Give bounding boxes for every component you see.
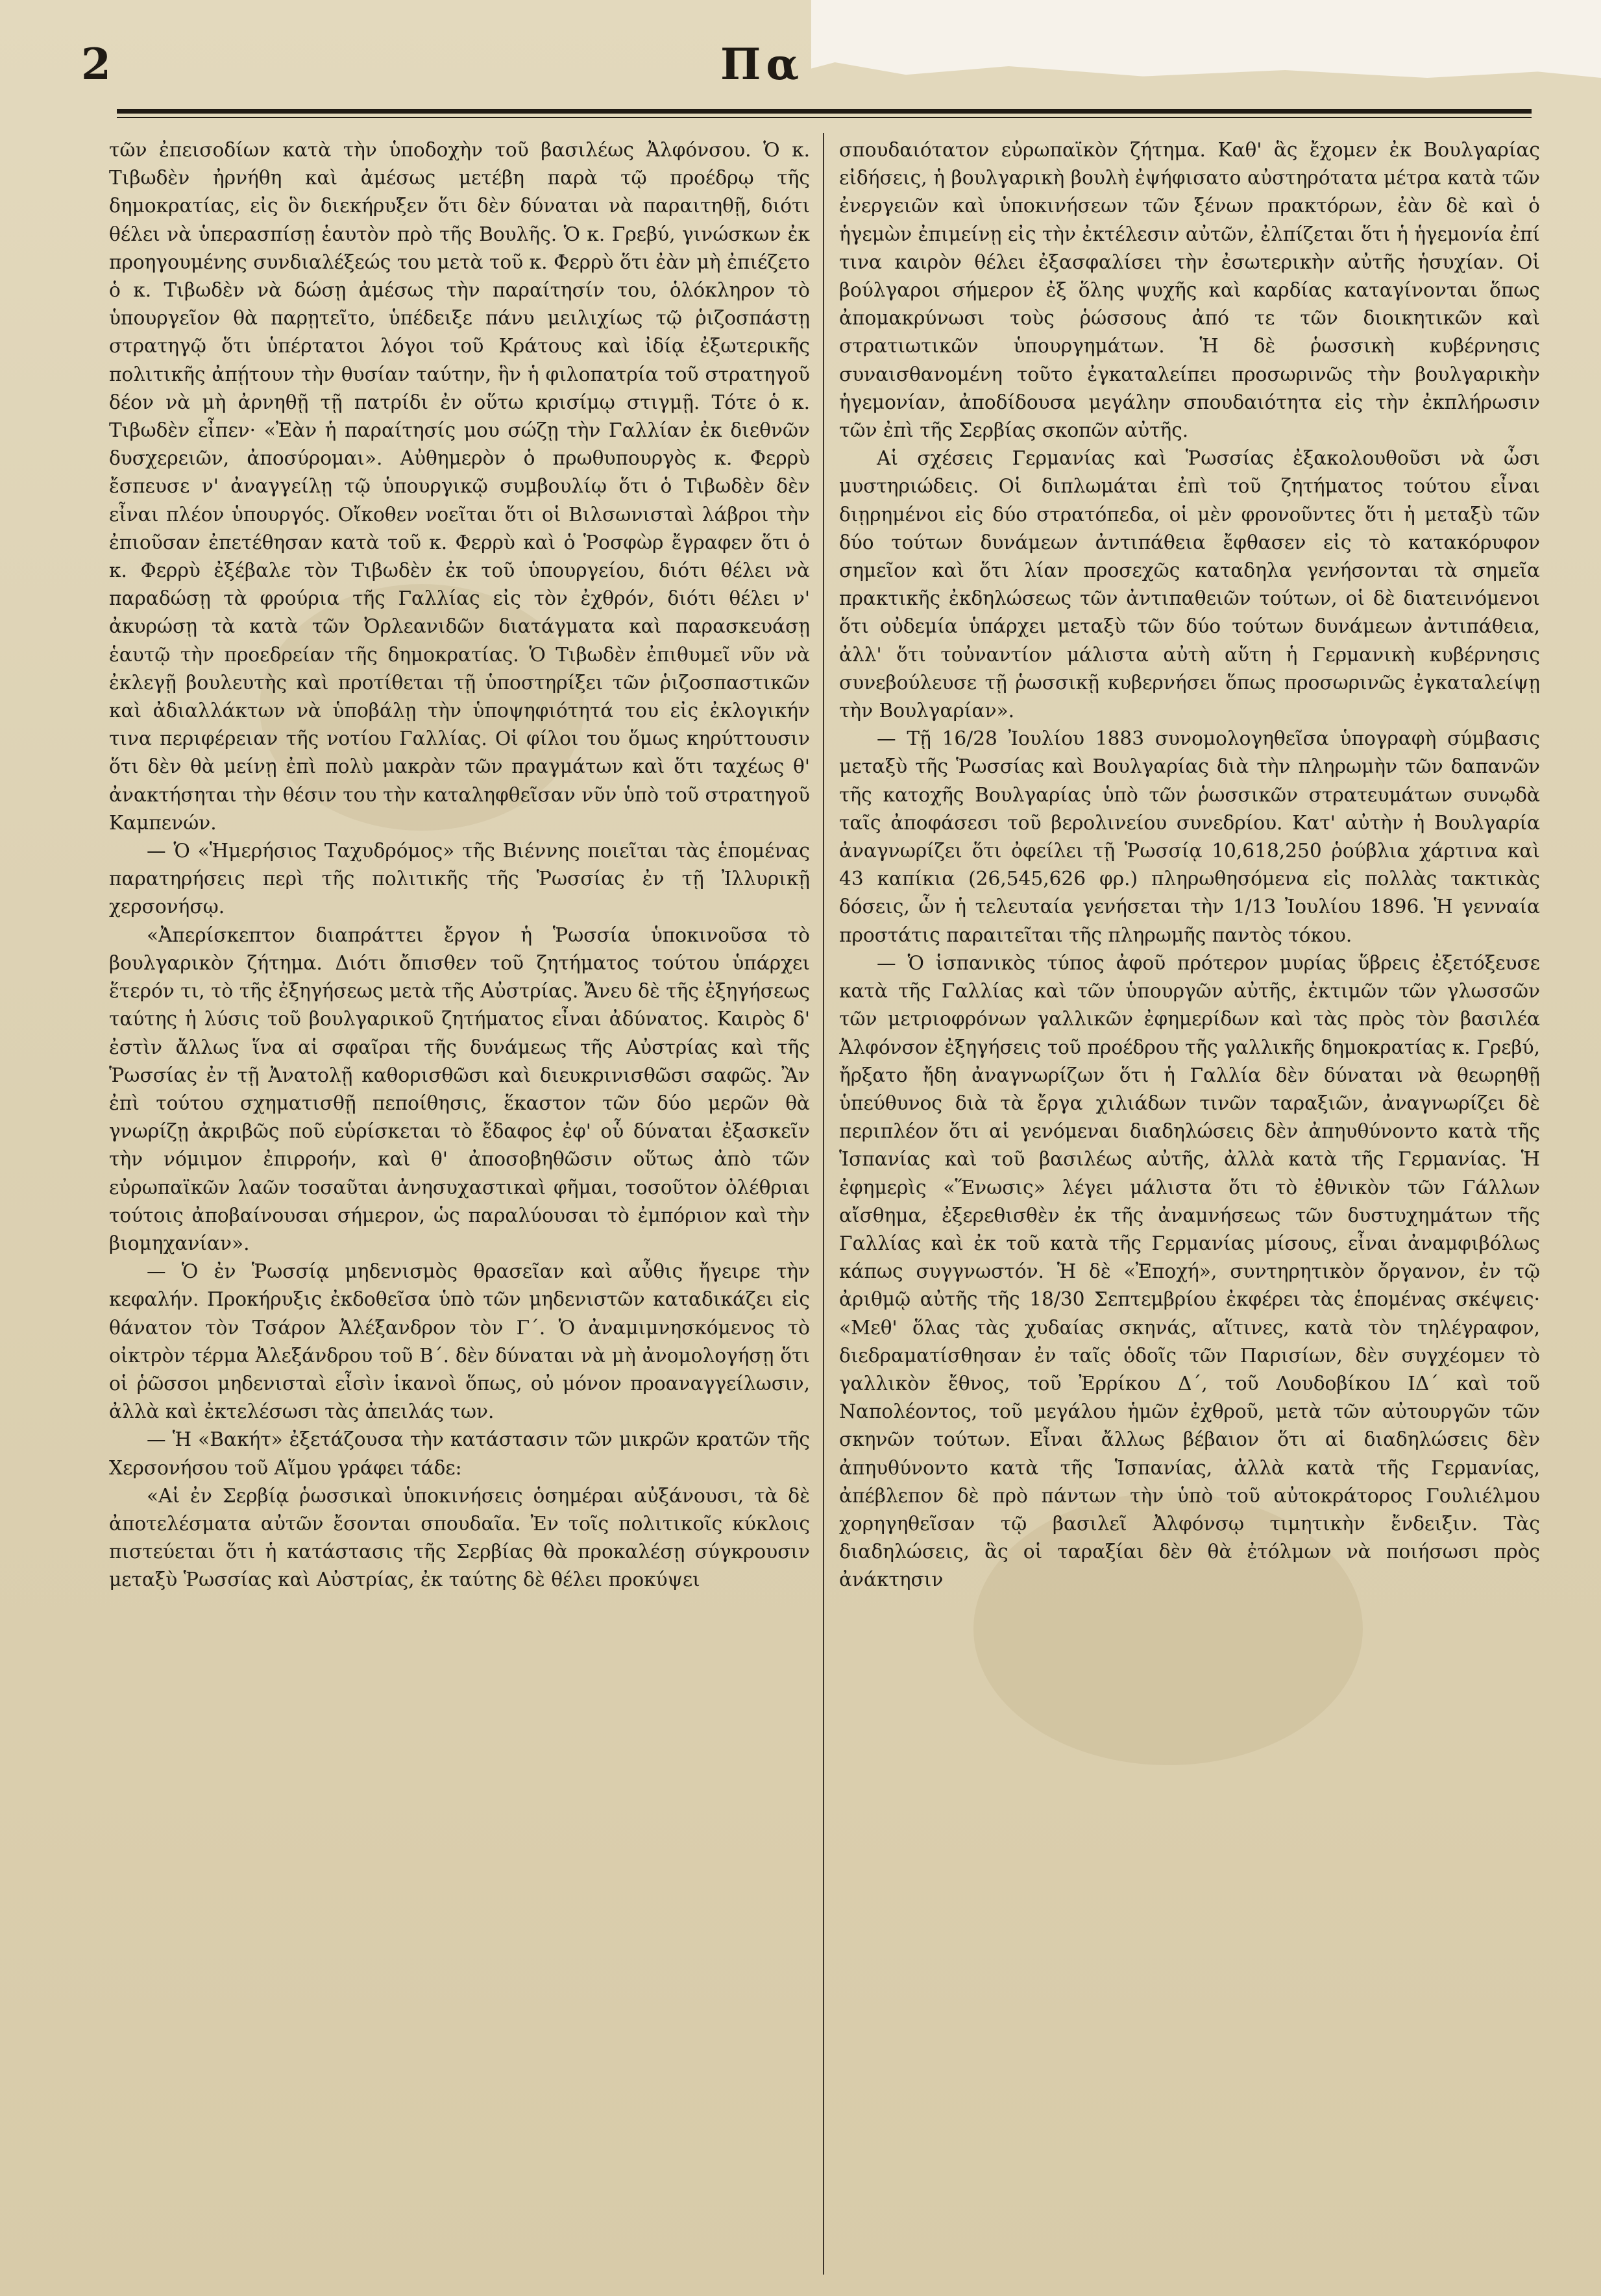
left-column xyxy=(109,136,810,2278)
article-paragraph: — Ὁ ἱσπανικὸς τύπος ἀφοῦ πρότερον μυρίας ὕβρεις ἐξετόξευσε κατὰ τῆς Γαλλίας καὶ τῶν ὑπουργῶν αὐτῆς, ἐκτιμῶν τῶν γλωσσῶν τῶν μετριοφρόνων γαλλικῶν ἐφημερίδων καὶ τὰς πρὸς τὸν βασιλέα Ἀλφόνσον ἐξηγήσεις τοῦ προέδρου τῆς γαλλικῆς δημοκρατίας κ. Γρεβύ, ἤρξατο ἤδη ἀναγνωρίζων ὅτι ἡ Γαλλία δὲν δύναται νὰ θεωρηθῇ ὑπεύθυνος διὰ τὰ ἔργα χιλιάδων τινῶν ταραξιῶν, ἀναγνωρίζει δὲ περιπλέον ὅτι αἱ γενόμεναι διαδηλώσεις δὲν ἀπηυθύνοντο κατὰ τῆς Ἱσπανίας καὶ τοῦ βασιλέως αὐτῆς, ἀλλὰ κατὰ τῆς Γερμανίας. Ἡ ἐφημερὶς «Ἕνωσις» λέγει μάλιστα ὅτι τὸ ἐθνικὸν τῶν Γάλλων αἴσθημα, ἐξερεθισθὲν ἐκ τῆς ἀναμνήσεως τῶν δυστυχημάτων τῆς Γαλλίας καὶ ἐκ τοῦ κατὰ τῆς Γερμανίας μίσους, εἶναι ἀναμφιβόλως κάπως συγγνωστόν. Ἡ δὲ «Ἐποχή», συντηρητικὸν ὄργανον, ἐν τῷ ἀριθμῷ αὐτῆς τῆς 18/30 Σεπτεμβρίου ἐκφέρει τὰς ἑπομένας σκέψεις· «Μεθ' ὅλας τὰς χυδαίας σκηνάς, αἵτινες, κατὰ τὸν τηλέγραφον, διεδραματίσθησαν ἐν ταῖς ὁδοῖς τῶν Παρισίων, δὲν συγχέομεν τὸ γαλλικὸν ἔθνος, τοῦ Ἐρρίκου Δ΄, τοῦ Λουδοβίκου ΙΔ΄ καὶ τοῦ Ναπολέοντος, τοῦ μεγάλου ἡμῶν ἐχθροῦ, μετὰ τῶν αὐτουργῶν τῶν σκηνῶν τούτων. Εἶναι ἄλλως βέβαιον ὅτι αἱ διαδηλώσεις δὲν ἀπηυθύνοντο κατὰ τῆς Ἱσπανίας, ἀλλὰ κατὰ τῆς Γερμανίας, ἀπέβλεπον δὲ πρὸ πάντων τὴν ὑπὸ τοῦ αὐτοκράτορος Γουλιέλμου χορηγηθεῖσαν τῷ βασιλεῖ Ἀλφόνσῳ τιμητικὴν ἔνδειξιν. Τὰς διαδηλώσεις, ἃς οἱ ταραξίαι δὲν θὰ ἐτόλμων νὰ ποιήσωσι πρὸς ἀνάκτησιν xyxy=(839,951,1540,1591)
article-paragraph: Αἱ σχέσεις Γερμανίας καὶ Ῥωσσίας ἐξακολουθοῦσι νὰ ὦσι μυστηριώδεις. Οἱ διπλωμάται ἐπὶ τοῦ ζητήματος τούτου εἶναι διῃρημένοι εἰς δύο στρατόπεδα, οἱ μὲν φρονοῦντες ὅτι ἡ μεταξὺ τῶν δύο τούτων δυνάμεων ἀντιπάθεια ἔφθασεν εἰς τὸ κατακόρυφον σημεῖον καὶ ὅτι λίαν προσεχῶς καταδηλα γενήσονται τὰ σημεῖα πρακτικῆς ἐκδηλώσεως τῶν ἀντιπαθειῶν τούτων, οἱ δὲ διατεινόμενοι ὅτι οὐδεμία ὑπάρχει μεταξὺ τῶν δύο τούτων δυνάμεων ἀντιπάθεια, ἀλλ' ὅτι τοὐναντίον μάλιστα αὐτὴ αὕτη ἡ Γερμανικὴ κυβέρνησις συνεβούλευσε τῇ ῥωσσικῇ κυβερνήσει ὅπως προσωρινῶς ἐγκαταλείψῃ τὴν Βουλγαρίαν». xyxy=(839,447,1540,722)
article-paragraph: τῶν ἐπεισοδίων κατὰ τὴν ὑποδοχὴν τοῦ βασιλέως Ἀλφόνσου. Ὁ κ. Τιβωδὲν ἠρνήθη καὶ ἀμέσως μετέβη παρὰ τῷ προέδρῳ τῆς δημοκρατίας, εἰς ὃν διεκήρυξεν ὅτι δὲν δύναται νὰ παραιτηθῇ, διότι θέλει νὰ ὑπερασπίσῃ ἑαυτὸν πρὸ τῆς Βουλῆς. Ὁ κ. Γρεβύ, γινώσκων ἐκ προηγουμένης συνδιαλέξεώς του μετὰ τοῦ κ. Φερρὺ ὅτι ἐὰν μὴ ἐπιέζετο ὁ κ. Τιβωδὲν νὰ δώσῃ ἀμέσως τὴν παραίτησίν του, ὁλόκληρον τὸ ὑπουργεῖον θὰ παρῃτεῖτο, ὑπέδειξε πάνυ μειλιχίως τῷ ῥιζοσπάστῃ στρατηγῷ ὅτι ὑπέρτατοι λόγοι τοῦ Κράτους καὶ ἰδίᾳ ἐξωτερικῆς πολιτικῆς ἀπῄτουν τὴν θυσίαν ταύτην, ἣν ἡ φιλοπατρία τοῦ στρατηγοῦ δέον νὰ μὴ ἀρνηθῇ τῇ πατρίδι ἐν οὕτω κρισίμῳ στιγμῇ. Τότε ὁ κ. Τιβωδὲν εἶπεν· «Ἐὰν ἡ παραίτησίς μου σώζῃ τὴν Γαλλίαν ἐκ διεθνῶν δυσχερειῶν, ἀποσύρομαι». Αὐθημερὸν ὁ πρωθυπουργὸς κ. Φερρὺ ἔσπευσε ν' ἀναγγείλῃ τῷ ὑπουργικῷ συμβουλίῳ ὅτι ὁ Τιβωδὲν δὲν εἶναι πλέον ὑπουργός. Οἴκοθεν νοεῖται ὅτι οἱ Βιλσωνισταὶ λάβροι τὴν ἐπιοῦσαν ἐπετέθησαν κατὰ τοῦ κ. Φερρὺ καὶ ὁ Ῥοσφὼρ ἔγραφεν ὅτι ὁ κ. Φερρὺ ἐξέβαλε τὸν Τιβωδὲν ἐκ τοῦ ὑπουργείου, διότι θέλει νὰ παραδώσῃ τὰ φρούρια τῆς Γαλλίας εἰς τὸν ἐχθρόν, διότι θέλει ν' ἀκυρώσῃ τὰ κατὰ τῶν Ὀρλεανιδῶν διατάγματα καὶ παρασκευάσῃ ἑαυτῷ τὴν προεδρείαν τῆς δημοκρατίας. Ὁ Τιβωδὲν ἐπιθυμεῖ νῦν νὰ ἐκλεγῇ βουλευτὴς καὶ προτίθεται τῇ ὑποστηρίξει τῶν ῥιζοσπαστικῶν καὶ ἀδιαλλάκτων νὰ ὑποβάλῃ τὴν ὑποψηφιότητά του εἰς ἐκλογικήν τινα περιφέρειαν τῆς νοτίου Γαλλίας. Οἱ φίλοι του ὅμως κηρύττουσιν ὅτι δὲν θὰ μείνῃ ἐπὶ πολὺ μακρὰν τῶν πραγμάτων καὶ ὅτι ταχέως θ' ἀνακτήσηται τὴν θέσιν του τὴν καταληφθεῖσαν νῦν ὑπὸ τοῦ στρατηγοῦ Καμπενών. xyxy=(109,139,810,834)
column-divider xyxy=(823,133,824,2275)
masthead-title: Πα xyxy=(720,39,805,90)
torn-edge xyxy=(811,0,1601,78)
article-paragraph: σπουδαιότατον εὐρωπαϊκὸν ζήτημα. Καθ' ἃς ἔχομεν ἐκ Βουλγαρίας εἰδήσεις, ἡ βουλγαρικὴ βουλὴ ἐψήφισατο αὐστηρότατα μέτρα κατὰ τῶν ἐνεργειῶν καὶ ὑποκινήσεων τῶν ξένων πρακτόρων, ἐὰν δὲ καὶ ὁ ἡγεμὼν ἐπιμείνῃ εἰς τὴν ἐκτέλεσιν αὐτῶν, ἐλπίζεται ὅτι ἡ ἡγεμονία ἐπί τινα καιρὸν θέλει ἐξασφαλίσει τὴν ἐσωτερικὴν αὐτῆς ἡσυχίαν. Οἱ βούλγαροι σήμερον ἐξ ὅλης ψυχῆς καὶ καρδίας καταγίνονται ὅπως ἀπομακρύνωσι τοὺς ῥώσσους ἀπό τε τῶν διοικητικῶν καὶ στρατιωτικῶν ὑπουργημάτων. Ἡ δὲ ῥωσσικὴ κυβέρνησις συναισθανομένη τοῦτο ἐγκαταλείπει προσωρινῶς τὴν βουλγαρικὴν ἡγεμονίαν, ἀποδίδουσα μεγάλην σπουδαιότητα εἰς τὴν ἐκπλήρωσιν τῶν ἐπὶ τῆς Σερβίας σκοπῶν αὐτῆς. xyxy=(839,139,1540,442)
page-number: 2 xyxy=(81,39,111,90)
right-column xyxy=(839,136,1540,2278)
article-paragraph: «Αἱ ἐν Σερβίᾳ ῥωσσικαὶ ὑποκινήσεις ὁσημέραι αὐξάνουσι, τὰ δὲ ἀποτελέσματα αὐτῶν ἔσονται σπουδαῖα. Ἐν τοῖς πολιτικοῖς κύκλοις πιστεύεται ὅτι ἡ κατάστασις τῆς Σερβίας θὰ προκαλέσῃ σύγκρουσιν μεταξὺ Ῥωσσίας καὶ Αὐστρίας, ἐκ ταύτης δὲ θέλει προκύψει xyxy=(109,1484,810,1591)
article-paragraph: — Τῇ 16/28 Ἰουλίου 1883 συνομολογηθεῖσα ὑπογραφὴ σύμβασις μεταξὺ τῆς Ῥωσσίας καὶ Βουλγαρίας διὰ τὴν πληρωμὴν τῶν δαπανῶν τῆς κατοχῆς Βουλγαρίας ὑπὸ τῶν ῥωσσικῶν στρατευμάτων συνῳδὰ ταῖς ἀποφάσεσι τοῦ βερολινείου συνεδρίου. Κατ' αὐτὴν ἡ Βουλγαρία ἀναγνωρίζει ὅτι ὀφείλει τῇ Ῥωσσίᾳ 10,618,250 ῥούβλια χάρτινα καὶ 43 καπίκια (26,545,626 φρ.) πληρωθησόμενα εἰς πολλὰς τακτικὰς δόσεις, ὧν ἡ τελευταία γενήσεται τὴν 1/13 Ἰουλίου 1896. Ἡ γενναία προστάτις παραιτεῖται τῆς πληρωμῆς παντὸς τόκου. xyxy=(839,727,1540,946)
header-rule-thin xyxy=(117,117,1532,118)
header-rule xyxy=(117,109,1532,114)
article-paragraph: — Ὁ ἐν Ῥωσσίᾳ μηδενισμὸς θρασεῖαν καὶ αὖθις ἤγειρε τὴν κεφαλήν. Προκήρυξις ἐκδοθεῖσα ὑπὸ τῶν μηδενιστῶν καταδικάζει εἰς θάνατον τὸν Τσάρον Ἀλέξανδρον τὸν Γ΄. Ὁ ἀναμιμνησκόμενος τὸ οἰκτρὸν τέρμα Ἀλεξάνδρου τοῦ Β΄. δὲν δύναται νὰ μὴ ἀνομολογήσῃ ὅτι οἱ ῥῶσσοι μηδενισταὶ εἶσὶν ἱκανοὶ ὅπως, οὐ μόνον προαναγγείλωσιν, ἀλλὰ καὶ ἐκτελέσωσι τὰς ἀπειλάς των. xyxy=(109,1260,810,1423)
article-paragraph: «Ἀπερίσκεπτον διαπράττει ἔργον ἡ Ῥωσσία ὑποκινοῦσα τὸ βουλγαρικὸν ζήτημα. Διότι ὄπισθεν τοῦ ζητήματος τούτου ὑπάρχει ἕτερόν τι, τὸ τῆς ἐξηγήσεως μετὰ τῆς Αὐστρίας. Ἄνευ δὲ τῆς ἐξηγήσεως ταύτης ἡ λύσις τοῦ βουλγαρικοῦ ζητήματος εἶναι ἀδύνατος. Καιρὸς δ' ἐστὶν ἄλλως ἵνα αἱ σφαῖραι τῆς δυνάμεως τῆς Αὐστρίας καὶ τῆς Ῥωσσίας ἐν τῇ Ἀνατολῇ καθορισθῶσι καὶ διευκρινισθῶσι σαφῶς. Ἂν ἐπὶ τούτου σχηματισθῇ πεποίθησις, ἕκαστον τῶν δύο μερῶν θὰ γνωρίζῃ ἀκριβῶς ποῦ εὑρίσκεται τὸ ἔδαφος ἐφ' οὗ δύναται ἐξασκεῖν τὴν νόμιμον ἐπιρροήν, καὶ θ' ἀποσοβηθῶσιν οὕτως ἀπὸ τῶν εὐρωπαϊκῶν λαῶν τοσαῦται ἀνησυχαστικαὶ φῆμαι, τοσοῦτον ὀλέθριαι τούτοις ἀποβαίνουσαι σήμερον, ὡς παραλύουσαι τὸ ἐμπόριον καὶ τὴν βιομηχανίαν». xyxy=(109,923,810,1254)
article-paragraph: — Ἡ «Βακήτ» ἐξετάζουσα τὴν κατάστασιν τῶν μικρῶν κρατῶν τῆς Χερσονήσου τοῦ Αἵμου γράφει τάδε: xyxy=(109,1428,810,1479)
article-paragraph: — Ὁ «Ἡμερήσιος Ταχυδρόμος» τῆς Βιέννης ποιεῖται τὰς ἑπομένας παρατηρήσεις περὶ τῆς πολιτικῆς τῆς Ῥωσσίας ἐν τῇ Ἰλλυρικῇ χερσονήσῳ. xyxy=(109,840,810,918)
